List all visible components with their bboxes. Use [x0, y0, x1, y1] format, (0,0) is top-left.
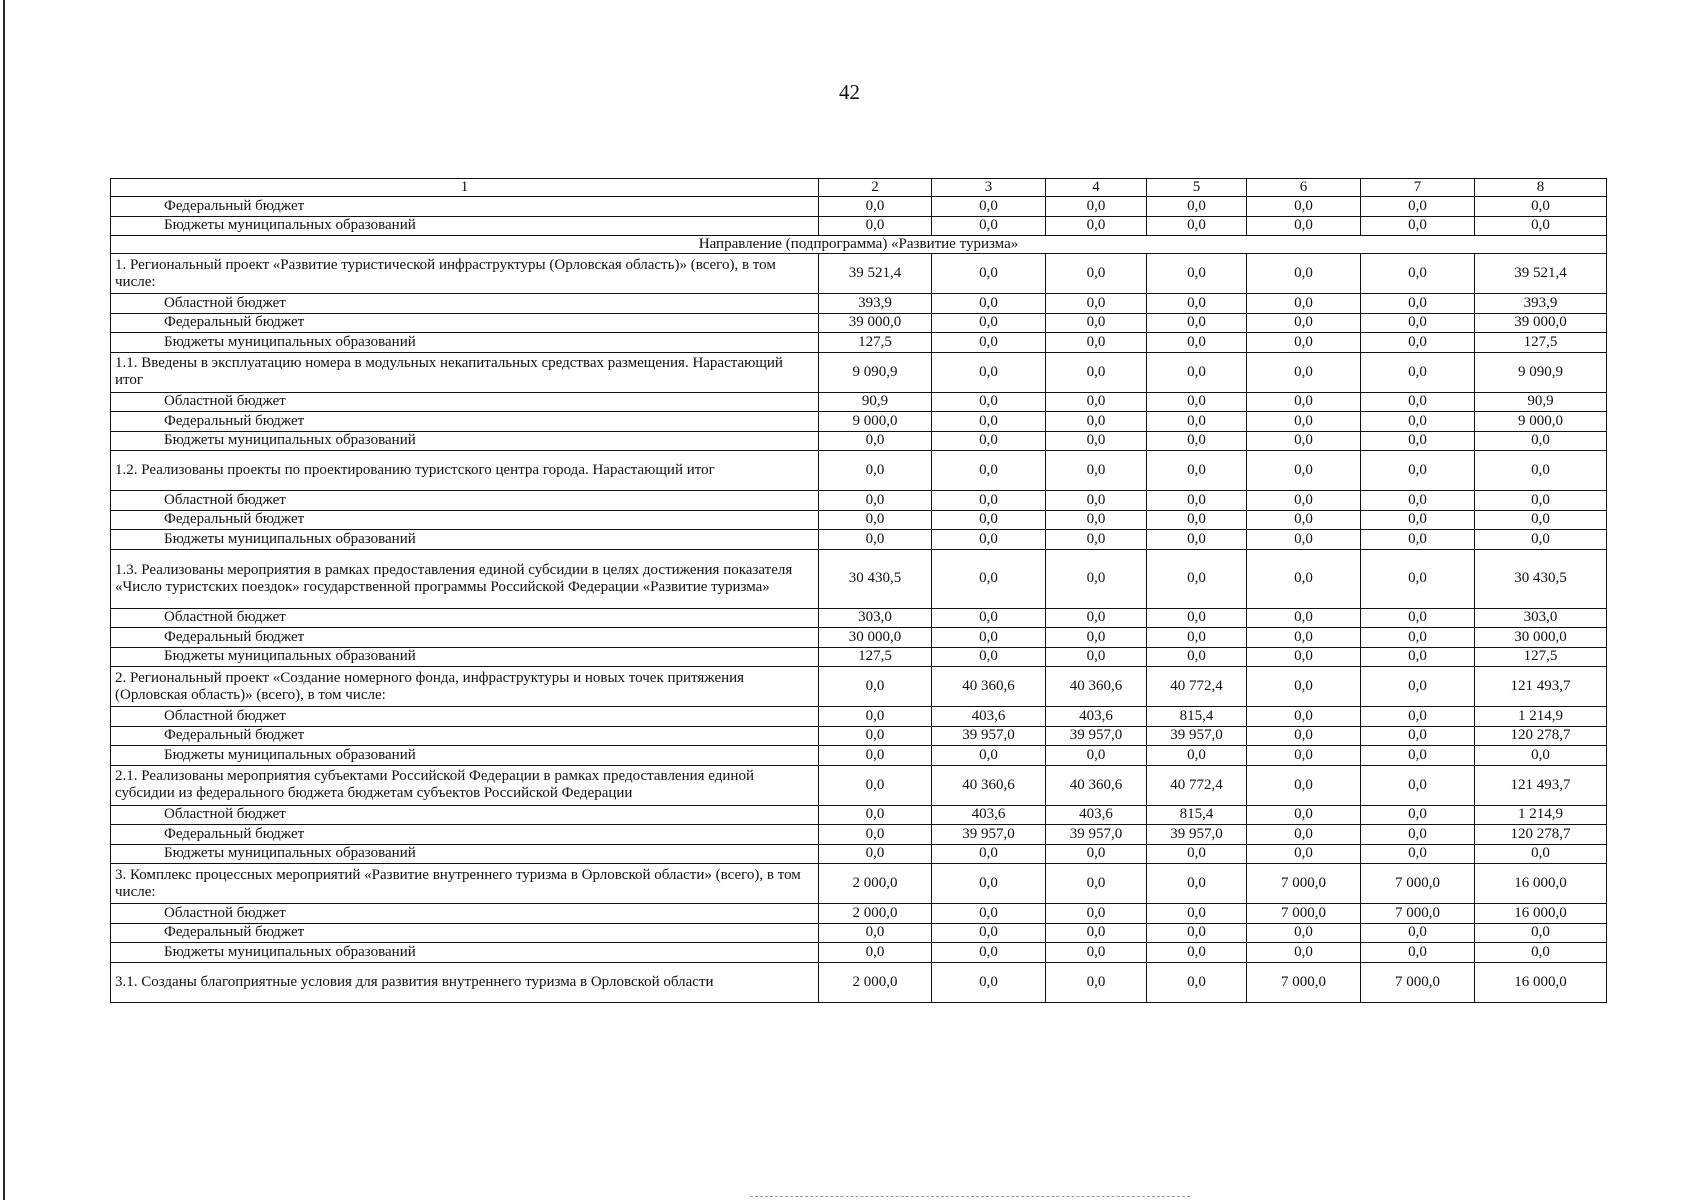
value-cell: 0,0 — [1147, 943, 1247, 963]
budget-source-label: Областной бюджет — [111, 294, 819, 314]
budget-source-label: Областной бюджет — [111, 392, 819, 412]
value-cell: 0,0 — [1147, 530, 1247, 550]
value-cell: 0,0 — [1247, 746, 1361, 766]
value-cell: 0,0 — [1247, 530, 1361, 550]
budget-source-row — [111, 628, 1607, 648]
item-row — [111, 667, 1607, 707]
value-cell: 30 430,5 — [819, 549, 932, 608]
budget-source-row — [111, 647, 1607, 667]
value-cell: 0,0 — [1147, 962, 1247, 1002]
value-cell: 0,0 — [1046, 844, 1147, 864]
value-cell: 0,0 — [1247, 491, 1361, 511]
value-cell: 7 000,0 — [1361, 904, 1475, 924]
value-cell: 0,0 — [932, 197, 1046, 217]
value-cell: 0,0 — [1247, 392, 1361, 412]
item-row — [111, 451, 1607, 491]
budget-source-row — [111, 707, 1607, 727]
value-cell: 0,0 — [819, 530, 932, 550]
item-label: 3. Комплекс процессных мероприятий «Развитие внутреннего туризма в Орловской области» (всего), в том числе: — [111, 864, 819, 904]
value-cell: 16 000,0 — [1475, 904, 1607, 924]
item-label: 1.1. Введены в эксплуатацию номера в модульных некапитальных средствах размещения. Нарастающий итог — [111, 352, 819, 392]
column-header: 8 — [1475, 179, 1607, 197]
value-cell: 0,0 — [932, 746, 1046, 766]
budget-source-label: Областной бюджет — [111, 805, 819, 825]
value-cell: 39 000,0 — [819, 313, 932, 333]
value-cell: 403,6 — [1046, 707, 1147, 727]
value-cell: 90,9 — [819, 392, 932, 412]
value-cell: 0,0 — [1247, 667, 1361, 707]
value-cell: 30 000,0 — [1475, 628, 1607, 648]
value-cell: 0,0 — [1046, 197, 1147, 217]
value-cell: 0,0 — [1361, 431, 1475, 451]
column-header: 5 — [1147, 179, 1247, 197]
value-cell: 0,0 — [1247, 197, 1361, 217]
value-cell: 120 278,7 — [1475, 726, 1607, 746]
value-cell: 0,0 — [1247, 923, 1361, 943]
value-cell: 0,0 — [1247, 412, 1361, 432]
budget-source-label: Федеральный бюджет — [111, 197, 819, 217]
value-cell: 0,0 — [1247, 216, 1361, 236]
item-label: 3.1. Созданы благоприятные условия для развития внутреннего туризма в Орловской области — [111, 962, 819, 1002]
budget-source-row — [111, 431, 1607, 451]
column-header: 4 — [1046, 179, 1147, 197]
section-title: Направление (подпрограмма) «Развитие туризма» — [111, 236, 1607, 254]
budget-table — [110, 178, 1607, 1003]
value-cell: 0,0 — [932, 904, 1046, 924]
budget-source-label: Областной бюджет — [111, 707, 819, 727]
item-label: 2.1. Реализованы мероприятия субъектами Российской Федерации в рамках предоставления единой субсидии из федерального бюджета бюджетам субъектов Российской Федерации — [111, 765, 819, 805]
value-cell: 0,0 — [1475, 923, 1607, 943]
budget-source-row — [111, 608, 1607, 628]
value-cell: 0,0 — [1147, 392, 1247, 412]
value-cell: 0,0 — [1361, 412, 1475, 432]
value-cell: 0,0 — [1361, 451, 1475, 491]
value-cell: 7 000,0 — [1361, 962, 1475, 1002]
value-cell: 90,9 — [1475, 392, 1607, 412]
budget-source-label: Бюджеты муниципальных образований — [111, 746, 819, 766]
budget-source-row — [111, 726, 1607, 746]
budget-source-row — [111, 313, 1607, 333]
value-cell: 403,6 — [1046, 805, 1147, 825]
value-cell: 0,0 — [1247, 431, 1361, 451]
budget-source-label: Бюджеты муниципальных образований — [111, 943, 819, 963]
value-cell: 127,5 — [1475, 647, 1607, 667]
budget-source-label: Бюджеты муниципальных образований — [111, 216, 819, 236]
budget-source-row — [111, 412, 1607, 432]
value-cell: 0,0 — [1361, 254, 1475, 294]
value-cell: 39 957,0 — [932, 825, 1046, 845]
budget-source-row — [111, 510, 1607, 530]
budget-source-label: Бюджеты муниципальных образований — [111, 530, 819, 550]
value-cell: 0,0 — [932, 392, 1046, 412]
value-cell: 0,0 — [932, 510, 1046, 530]
value-cell: 121 493,7 — [1475, 765, 1607, 805]
value-cell: 0,0 — [1361, 197, 1475, 217]
budget-source-label: Областной бюджет — [111, 491, 819, 511]
value-cell: 0,0 — [1046, 647, 1147, 667]
budget-source-label: Федеральный бюджет — [111, 510, 819, 530]
value-cell: 9 090,9 — [819, 352, 932, 392]
value-cell: 7 000,0 — [1247, 864, 1361, 904]
value-cell: 0,0 — [1361, 333, 1475, 353]
value-cell: 0,0 — [1147, 412, 1247, 432]
item-row — [111, 864, 1607, 904]
item-row — [111, 549, 1607, 608]
value-cell: 0,0 — [1361, 608, 1475, 628]
budget-source-label: Бюджеты муниципальных образований — [111, 844, 819, 864]
value-cell: 0,0 — [1475, 451, 1607, 491]
value-cell: 0,0 — [1046, 510, 1147, 530]
value-cell: 0,0 — [1361, 294, 1475, 314]
value-cell: 0,0 — [819, 216, 932, 236]
item-row — [111, 962, 1607, 1002]
value-cell: 0,0 — [819, 491, 932, 511]
budget-source-row — [111, 294, 1607, 314]
value-cell: 7 000,0 — [1247, 904, 1361, 924]
value-cell: 0,0 — [932, 864, 1046, 904]
value-cell: 0,0 — [932, 254, 1046, 294]
budget-source-row — [111, 805, 1607, 825]
value-cell: 0,0 — [1147, 294, 1247, 314]
value-cell: 0,0 — [1147, 647, 1247, 667]
value-cell: 0,0 — [932, 412, 1046, 432]
item-label: 2. Региональный проект «Создание номерного фонда, инфраструктуры и новых точек притяжения (Орловская область)» (всего), в том числе: — [111, 667, 819, 707]
value-cell: 0,0 — [1147, 608, 1247, 628]
budget-table-container — [110, 178, 1606, 1003]
column-header: 2 — [819, 179, 932, 197]
value-cell: 127,5 — [819, 333, 932, 353]
value-cell: 120 278,7 — [1475, 825, 1607, 845]
value-cell: 30 000,0 — [819, 628, 932, 648]
value-cell: 0,0 — [1475, 510, 1607, 530]
value-cell: 0,0 — [1247, 765, 1361, 805]
value-cell: 0,0 — [1361, 313, 1475, 333]
value-cell: 393,9 — [1475, 294, 1607, 314]
value-cell: 0,0 — [932, 333, 1046, 353]
value-cell: 0,0 — [1247, 825, 1361, 845]
value-cell: 127,5 — [819, 647, 932, 667]
value-cell: 0,0 — [1147, 864, 1247, 904]
budget-source-row — [111, 923, 1607, 943]
value-cell: 0,0 — [932, 628, 1046, 648]
value-cell: 0,0 — [932, 451, 1046, 491]
value-cell: 0,0 — [932, 549, 1046, 608]
item-label: 1.2. Реализованы проекты по проектированию туристского центра города. Нарастающий итог — [111, 451, 819, 491]
value-cell: 0,0 — [932, 923, 1046, 943]
value-cell: 0,0 — [1361, 392, 1475, 412]
value-cell: 0,0 — [932, 943, 1046, 963]
value-cell: 0,0 — [1475, 943, 1607, 963]
value-cell: 0,0 — [819, 825, 932, 845]
value-cell: 0,0 — [1247, 254, 1361, 294]
item-row — [111, 254, 1607, 294]
value-cell: 0,0 — [1147, 431, 1247, 451]
value-cell: 0,0 — [1361, 805, 1475, 825]
value-cell: 0,0 — [1475, 491, 1607, 511]
column-header: 6 — [1247, 179, 1361, 197]
value-cell: 0,0 — [1147, 313, 1247, 333]
section-header-row — [111, 236, 1607, 254]
value-cell: 0,0 — [1046, 746, 1147, 766]
value-cell: 0,0 — [1361, 647, 1475, 667]
value-cell: 0,0 — [1361, 628, 1475, 648]
value-cell: 0,0 — [1046, 216, 1147, 236]
value-cell: 39 957,0 — [1046, 825, 1147, 845]
item-label: 1.3. Реализованы мероприятия в рамках предоставления единой субсидии в целях достижения показателя «Число туристских поездок» государственной программы Российской Федерации «Развитие туризма» — [111, 549, 819, 608]
value-cell: 0,0 — [1147, 491, 1247, 511]
value-cell: 0,0 — [1046, 451, 1147, 491]
value-cell: 39 521,4 — [819, 254, 932, 294]
value-cell: 0,0 — [1046, 628, 1147, 648]
value-cell: 0,0 — [1361, 825, 1475, 845]
value-cell: 0,0 — [1361, 726, 1475, 746]
value-cell: 39 521,4 — [1475, 254, 1607, 294]
value-cell: 0,0 — [1361, 352, 1475, 392]
value-cell: 0,0 — [1046, 864, 1147, 904]
value-cell: 0,0 — [1475, 216, 1607, 236]
item-label: 1. Региональный проект «Развитие туристической инфраструктуры (Орловская область)» (всего), в том числе: — [111, 254, 819, 294]
value-cell: 0,0 — [1361, 510, 1475, 530]
value-cell: 0,0 — [932, 844, 1046, 864]
value-cell: 16 000,0 — [1475, 962, 1607, 1002]
value-cell: 0,0 — [819, 805, 932, 825]
value-cell: 0,0 — [1046, 313, 1147, 333]
value-cell: 40 360,6 — [1046, 667, 1147, 707]
budget-source-row — [111, 943, 1607, 963]
value-cell: 0,0 — [1147, 844, 1247, 864]
value-cell: 0,0 — [1247, 313, 1361, 333]
value-cell: 0,0 — [819, 197, 932, 217]
value-cell: 0,0 — [1361, 549, 1475, 608]
value-cell: 0,0 — [1361, 923, 1475, 943]
value-cell: 0,0 — [1361, 707, 1475, 727]
value-cell: 1 214,9 — [1475, 805, 1607, 825]
value-cell: 0,0 — [1147, 549, 1247, 608]
value-cell: 0,0 — [819, 844, 932, 864]
budget-source-label: Федеральный бюджет — [111, 412, 819, 432]
value-cell: 0,0 — [932, 530, 1046, 550]
value-cell: 0,0 — [1046, 943, 1147, 963]
budget-source-label: Федеральный бюджет — [111, 726, 819, 746]
value-cell: 0,0 — [932, 647, 1046, 667]
value-cell: 7 000,0 — [1247, 962, 1361, 1002]
value-cell: 39 957,0 — [1147, 825, 1247, 845]
value-cell: 40 772,4 — [1147, 765, 1247, 805]
value-cell: 0,0 — [819, 943, 932, 963]
value-cell: 0,0 — [1361, 667, 1475, 707]
budget-source-label: Бюджеты муниципальных образований — [111, 647, 819, 667]
value-cell: 0,0 — [1147, 923, 1247, 943]
table-body — [111, 179, 1607, 1003]
value-cell: 0,0 — [1046, 294, 1147, 314]
value-cell: 0,0 — [932, 491, 1046, 511]
budget-source-label: Федеральный бюджет — [111, 628, 819, 648]
value-cell: 0,0 — [1147, 254, 1247, 294]
value-cell: 0,0 — [1147, 746, 1247, 766]
budget-source-row — [111, 904, 1607, 924]
value-cell: 0,0 — [1046, 923, 1147, 943]
value-cell: 0,0 — [1247, 707, 1361, 727]
value-cell: 9 090,9 — [1475, 352, 1607, 392]
value-cell: 0,0 — [1247, 844, 1361, 864]
value-cell: 0,0 — [1046, 352, 1147, 392]
value-cell: 303,0 — [819, 608, 932, 628]
value-cell: 127,5 — [1475, 333, 1607, 353]
value-cell: 0,0 — [1147, 628, 1247, 648]
value-cell: 0,0 — [1147, 904, 1247, 924]
budget-source-label: Федеральный бюджет — [111, 923, 819, 943]
value-cell: 0,0 — [819, 510, 932, 530]
value-cell: 0,0 — [819, 746, 932, 766]
value-cell: 40 772,4 — [1147, 667, 1247, 707]
value-cell: 40 360,6 — [932, 667, 1046, 707]
value-cell: 0,0 — [819, 667, 932, 707]
value-cell: 0,0 — [1475, 197, 1607, 217]
value-cell: 0,0 — [1247, 352, 1361, 392]
value-cell: 0,0 — [1046, 412, 1147, 432]
value-cell: 0,0 — [1247, 294, 1361, 314]
value-cell: 0,0 — [1247, 549, 1361, 608]
value-cell: 40 360,6 — [932, 765, 1046, 805]
budget-source-row — [111, 825, 1607, 845]
budget-source-label: Областной бюджет — [111, 904, 819, 924]
value-cell: 0,0 — [1147, 333, 1247, 353]
value-cell: 16 000,0 — [1475, 864, 1607, 904]
value-cell: 0,0 — [1247, 510, 1361, 530]
value-cell: 815,4 — [1147, 707, 1247, 727]
value-cell: 121 493,7 — [1475, 667, 1607, 707]
value-cell: 393,9 — [819, 294, 932, 314]
budget-source-row — [111, 530, 1607, 550]
column-header: 7 — [1361, 179, 1475, 197]
value-cell: 0,0 — [1147, 510, 1247, 530]
value-cell: 0,0 — [1046, 608, 1147, 628]
budget-source-label: Областной бюджет — [111, 608, 819, 628]
column-number-header-row — [111, 179, 1607, 197]
value-cell: 0,0 — [932, 294, 1046, 314]
value-cell: 0,0 — [1046, 431, 1147, 451]
value-cell: 0,0 — [1361, 746, 1475, 766]
value-cell: 0,0 — [932, 313, 1046, 333]
bottom-scan-artifact-line — [750, 1196, 1190, 1197]
budget-source-row — [111, 844, 1607, 864]
item-row — [111, 352, 1607, 392]
value-cell: 0,0 — [1361, 943, 1475, 963]
value-cell: 0,0 — [1361, 491, 1475, 511]
value-cell: 0,0 — [1046, 962, 1147, 1002]
value-cell: 0,0 — [819, 726, 932, 746]
value-cell: 9 000,0 — [1475, 412, 1607, 432]
value-cell: 40 360,6 — [1046, 765, 1147, 805]
value-cell: 0,0 — [1147, 451, 1247, 491]
value-cell: 815,4 — [1147, 805, 1247, 825]
column-header: 1 — [111, 179, 819, 197]
budget-source-row — [111, 746, 1607, 766]
budget-source-row — [111, 491, 1607, 511]
value-cell: 0,0 — [1361, 216, 1475, 236]
budget-source-row — [111, 392, 1607, 412]
value-cell: 0,0 — [1247, 943, 1361, 963]
budget-source-row — [111, 333, 1607, 353]
value-cell: 0,0 — [1247, 647, 1361, 667]
budget-source-row — [111, 216, 1607, 236]
value-cell: 0,0 — [1046, 549, 1147, 608]
value-cell: 0,0 — [1247, 628, 1361, 648]
item-row — [111, 765, 1607, 805]
value-cell: 0,0 — [1247, 451, 1361, 491]
budget-source-label: Федеральный бюджет — [111, 313, 819, 333]
value-cell: 403,6 — [932, 805, 1046, 825]
value-cell: 0,0 — [932, 431, 1046, 451]
value-cell: 0,0 — [819, 431, 932, 451]
value-cell: 0,0 — [1475, 530, 1607, 550]
value-cell: 0,0 — [1147, 352, 1247, 392]
value-cell: 0,0 — [932, 216, 1046, 236]
value-cell: 2 000,0 — [819, 864, 932, 904]
value-cell: 0,0 — [1247, 608, 1361, 628]
value-cell: 39 957,0 — [1147, 726, 1247, 746]
value-cell: 39 957,0 — [932, 726, 1046, 746]
page-number: 42 — [839, 80, 860, 104]
page-left-edge — [3, 0, 5, 1200]
value-cell: 0,0 — [819, 707, 932, 727]
value-cell: 303,0 — [1475, 608, 1607, 628]
value-cell: 1 214,9 — [1475, 707, 1607, 727]
value-cell: 39 000,0 — [1475, 313, 1607, 333]
value-cell: 2 000,0 — [819, 962, 932, 1002]
value-cell: 30 430,5 — [1475, 549, 1607, 608]
budget-source-label: Федеральный бюджет — [111, 825, 819, 845]
value-cell: 0,0 — [1475, 844, 1607, 864]
value-cell: 0,0 — [932, 352, 1046, 392]
value-cell: 0,0 — [932, 608, 1046, 628]
value-cell: 0,0 — [1147, 197, 1247, 217]
value-cell: 0,0 — [1046, 904, 1147, 924]
budget-source-label: Бюджеты муниципальных образований — [111, 431, 819, 451]
value-cell: 0,0 — [1361, 765, 1475, 805]
value-cell: 403,6 — [932, 707, 1046, 727]
value-cell: 0,0 — [1046, 530, 1147, 550]
value-cell: 0,0 — [819, 765, 932, 805]
value-cell: 0,0 — [1361, 530, 1475, 550]
value-cell: 0,0 — [1247, 333, 1361, 353]
value-cell: 9 000,0 — [819, 412, 932, 432]
value-cell: 0,0 — [1046, 491, 1147, 511]
value-cell: 0,0 — [819, 923, 932, 943]
value-cell: 2 000,0 — [819, 904, 932, 924]
value-cell: 0,0 — [1046, 333, 1147, 353]
budget-source-label: Бюджеты муниципальных образований — [111, 333, 819, 353]
value-cell: 0,0 — [1046, 392, 1147, 412]
value-cell: 0,0 — [1147, 216, 1247, 236]
value-cell: 0,0 — [1361, 844, 1475, 864]
value-cell: 39 957,0 — [1046, 726, 1147, 746]
value-cell: 7 000,0 — [1361, 864, 1475, 904]
value-cell: 0,0 — [1247, 805, 1361, 825]
value-cell: 0,0 — [1046, 254, 1147, 294]
budget-source-row — [111, 197, 1607, 217]
value-cell: 0,0 — [819, 451, 932, 491]
column-header: 3 — [932, 179, 1046, 197]
value-cell: 0,0 — [1475, 746, 1607, 766]
value-cell: 0,0 — [1475, 431, 1607, 451]
value-cell: 0,0 — [932, 962, 1046, 1002]
value-cell: 0,0 — [1247, 726, 1361, 746]
